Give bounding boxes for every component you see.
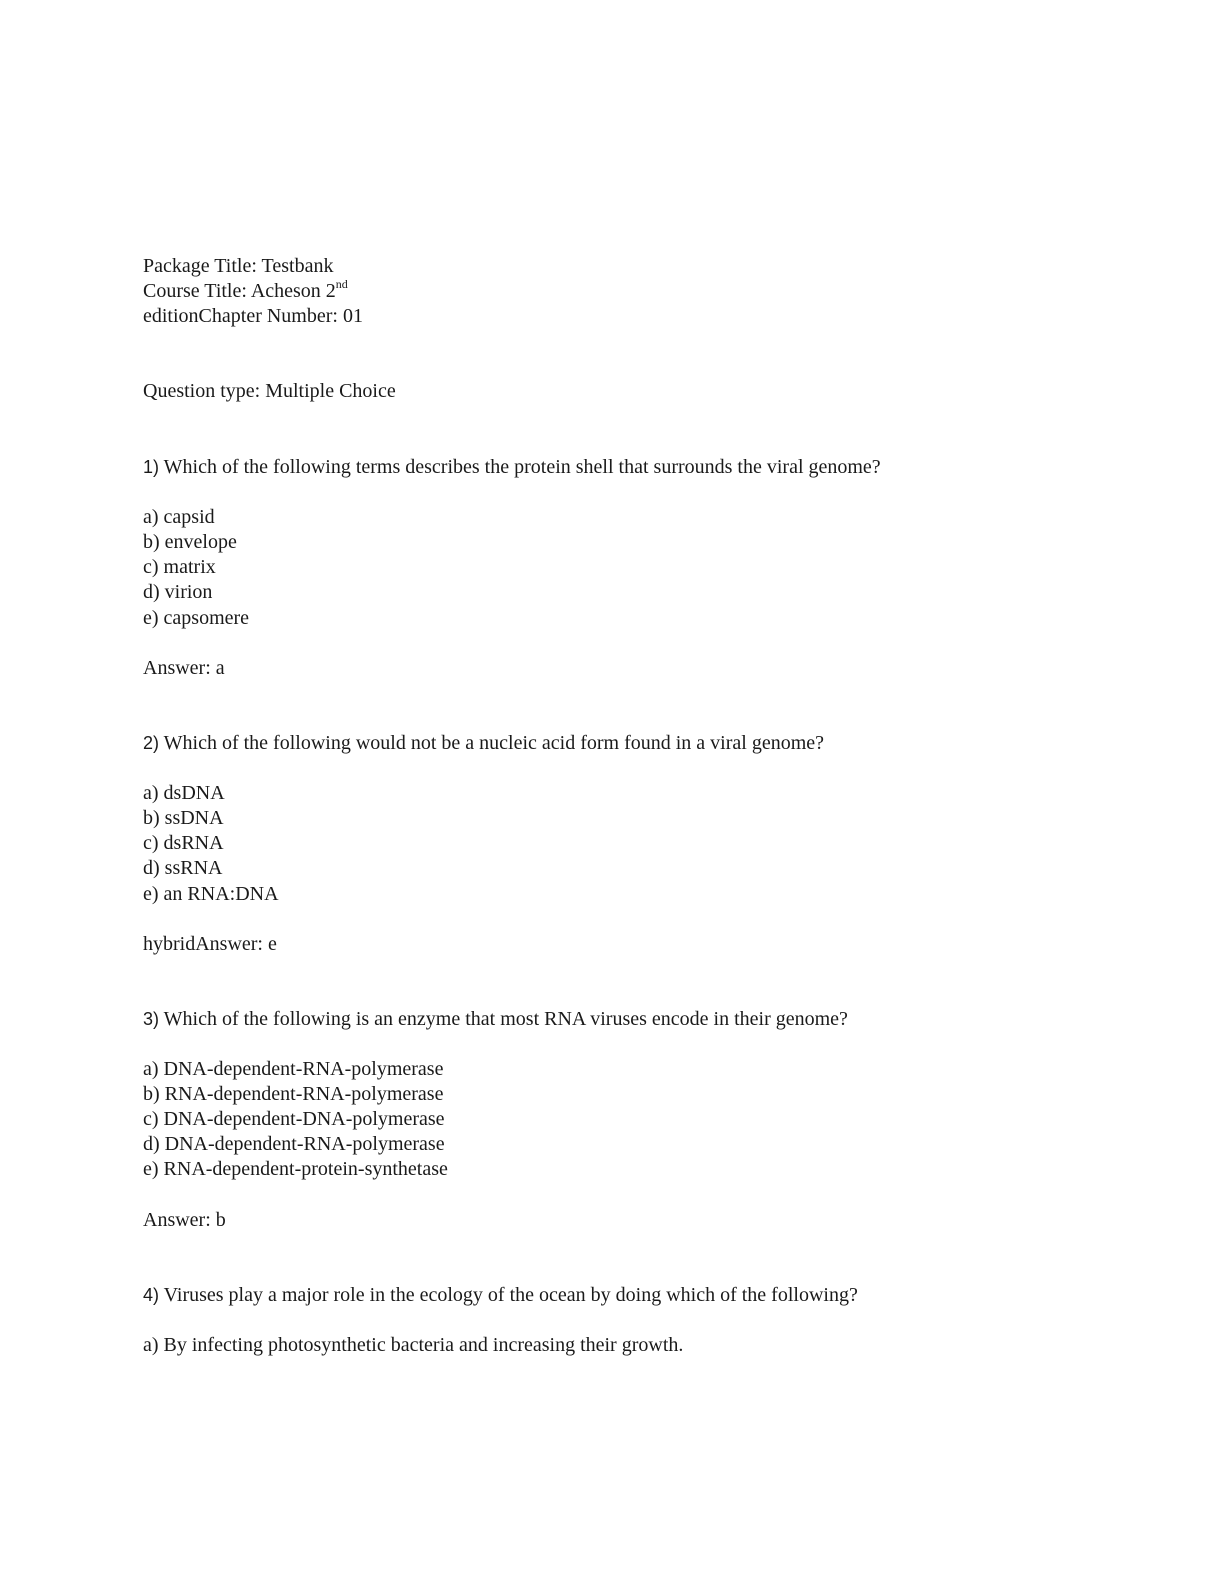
question-1-option-c: c) matrix: [143, 556, 216, 578]
question-1-option-e: e) capsomere: [143, 607, 250, 629]
question-3-text: Which of the following is an enzyme that most RNA viruses encode in their genome?: [163, 1008, 848, 1030]
question-3-number: 3): [143, 1009, 160, 1029]
question-2-text: Which of the following would not be a nucleic acid form found in a viral genome?: [163, 732, 825, 754]
question-2-number: 2): [143, 733, 160, 753]
question-1-number: 1): [143, 457, 160, 477]
question-3-option-c: c) DNA-dependent-DNA-polymerase: [143, 1108, 445, 1130]
question-3-option-d: d) DNA-dependent-RNA-polymerase: [143, 1133, 445, 1155]
question-2-option-a: a) dsDNA: [143, 782, 225, 804]
course-title: [143, 279, 348, 303]
question-3-option-b: b) RNA-dependent-RNA-polymerase: [143, 1083, 444, 1105]
question-2-option-c: c) dsRNA: [143, 832, 224, 854]
question-4-option-a: a) By infecting photosynthetic bacteria and increasing their growth.: [143, 1334, 684, 1356]
edition-chapter: editionChapter Number: 01: [143, 305, 363, 327]
question-1: [143, 455, 881, 479]
question-3-option-a: a) DNA-dependent-RNA-polymerase: [143, 1058, 444, 1080]
question-2-option-d: d) ssRNA: [143, 857, 223, 879]
question-4-text: Viruses play a major role in the ecology of the ocean by doing which of the following?: [163, 1284, 858, 1306]
question-3-option-e: e) RNA-dependent-protein-synthetase: [143, 1158, 448, 1180]
course-title-text: Course Title: Acheson 2: [143, 280, 336, 302]
question-1-option-d: d) virion: [143, 581, 213, 603]
question-4-number: 4): [143, 1285, 160, 1305]
question-1-text: Which of the following terms describes the protein shell that surrounds the viral genome?: [163, 456, 881, 478]
question-1-answer: Answer: a: [143, 657, 225, 679]
question-2-option-b: b) ssDNA: [143, 807, 224, 829]
question-4: [143, 1283, 858, 1307]
question-type: Question type: Multiple Choice: [143, 380, 396, 402]
question-2-answer: hybridAnswer: e: [143, 933, 277, 955]
question-2: [143, 731, 824, 755]
question-1-option-b: b) envelope: [143, 531, 237, 553]
question-3: [143, 1007, 848, 1031]
package-title: Package Title: Testbank: [143, 255, 334, 277]
question-3-answer: Answer: b: [143, 1209, 226, 1231]
course-title-superscript: nd: [335, 277, 348, 292]
question-2-option-e: e) an RNA:DNA: [143, 883, 279, 905]
question-1-option-a: a) capsid: [143, 506, 215, 528]
